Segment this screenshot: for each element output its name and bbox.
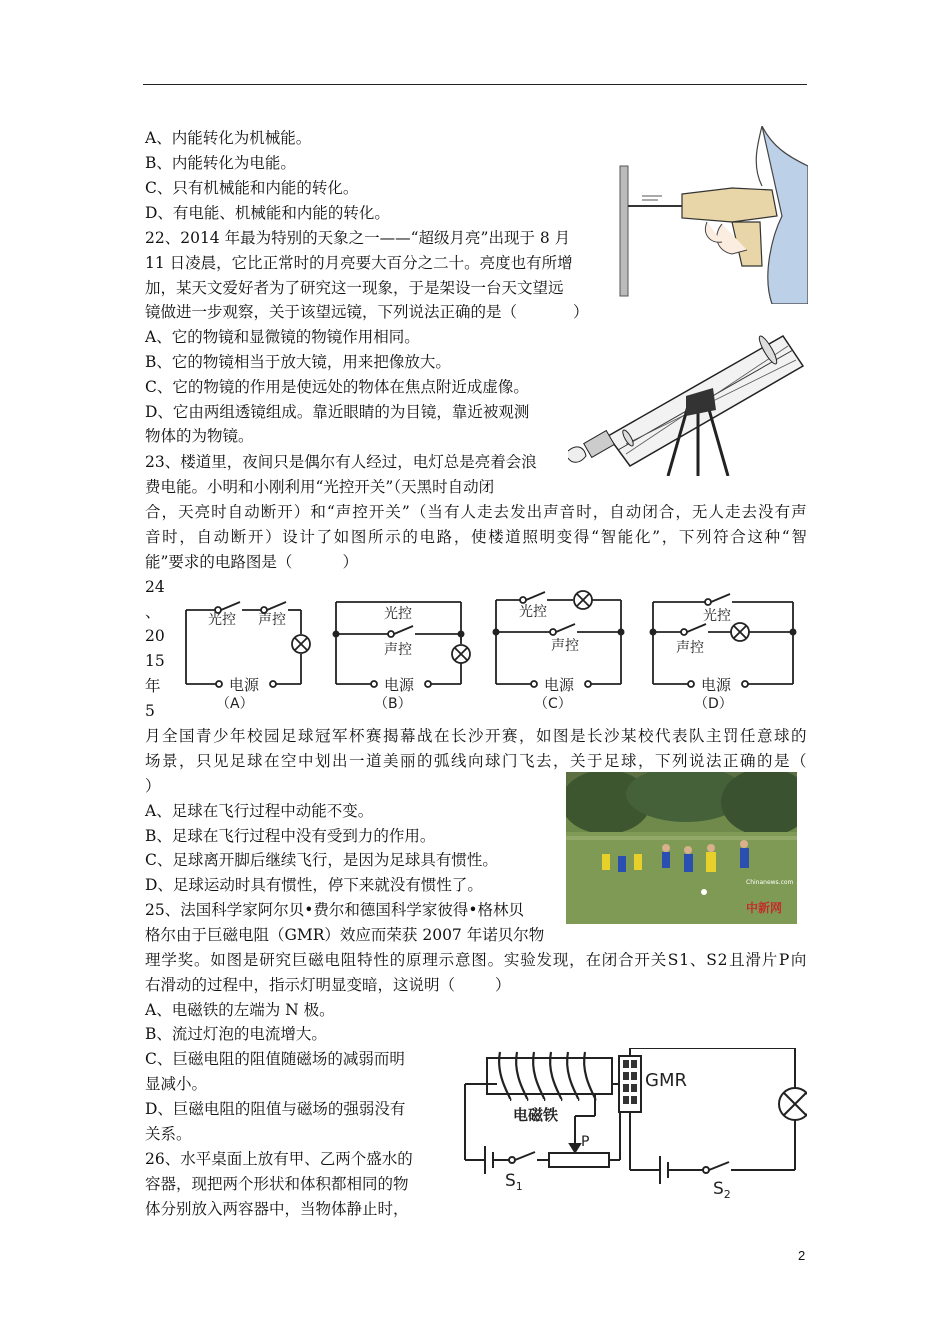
q24-line-3: ） [145,777,161,795]
q25-answer-paren-close: ） [495,976,511,994]
q24-vertical-2: 、 [145,603,161,621]
circuit-a [186,602,310,687]
header-rule [143,84,807,85]
s1-label [505,1171,523,1193]
q24-line-1: 月 全 国 青 少 年 校 园 足 球 冠 军 杯 赛 揭 幕 战 在 长 沙 开 赛 ， 如 图 是 长 沙 某 校 代 表 队 主 罚 任 意 球 的 [145,727,807,745]
q23-line-5-text: 能”要求的电路图是（ [145,553,293,571]
q25-option-d-1: D、巨磁电阻的阻值与磁场的强弱没有 [145,1100,406,1118]
c-sound-label: 声控 [551,638,579,654]
q24-option-a: A、足球在飞行过程中动能不变。 [145,802,374,820]
c-light-label: 光控 [519,604,547,620]
q23-answer-paren-close: ） [342,553,358,571]
q25-line-3: 理 学 奖 。 如 图 是 研 究 巨 磁 电 阻 特 性 的 原 理 示 意 图 。 实 验 发 现 ， 在 闭 合 开 关 S 1 、 S 2 且 滑 片 P 向 [145,951,807,969]
q23-line-3: 合 ， 天 亮 时 自 动 断 开 ） 和 “ 声 控 开 关 ” （ 当 有 人 走 去 发 出 声 音 时 ， 自 动 闭 合 ， 无 人 走 去 没 有 声 [145,503,807,521]
q25-option-b: B、流过灯泡的电流增大。 [145,1025,327,1043]
q22-answer-paren-close: ） [573,303,589,321]
s1-letter: S [505,1171,516,1191]
q22-line-4-text: 镜做进一步观察，关于该望远镜，下列说法正确的是（ [145,303,518,321]
q21-option-b: B、内能转化为电能。 [145,154,296,172]
q21-option-a: A、内能转化为机械能。 [145,129,312,147]
q22-line-1: 22、2014 年最为特别的天象之一——“超级月亮”出现于 8 月 [145,229,571,247]
d-source-label: 电源 [701,676,732,694]
q25-line-1: 25、法国科学家阿尔贝•费尔和德国科学家彼得•格林贝 [145,901,525,919]
photo-site: Chinanews.com [746,879,794,886]
q24-option-d: D、足球运动时具有惯性，停下来就没有惯性了。 [145,876,483,894]
q24-vertical-5: 年 [145,677,161,695]
q21-option-d: D、有电能、机械能和内能的转化。 [145,204,390,222]
a-light-label: 光控 [208,612,236,628]
d-option-label: （D） [694,696,733,712]
s2-subscript: 2 [723,1188,731,1198]
d-light-label: 光控 [703,608,731,624]
s2-letter: S [713,1179,724,1198]
b-sound-label: 声控 [384,642,412,658]
b-light-label: 光控 [384,606,412,622]
q24-option-c: C、足球离开脚后继续飞行，是因为足球具有惯性。 [145,851,498,869]
q26-line-1: 26、水平桌面上放有甲、乙两个盛水的 [145,1150,413,1168]
q22-option-b: B、它的物镜相当于放大镜，用来把像放大。 [145,353,451,371]
circuit-options-figure [176,590,806,712]
q24-vertical-6: 5 [145,702,155,720]
q22-option-a: A、它的物镜和显微镜的物镜作用相同。 [145,328,420,346]
q23-line-2: 费电能。小明和小刚利用“光控开关”（天黑时自动闭 [145,478,495,496]
page-number: 2 [798,1248,806,1263]
q22-option-d-1: D、它由两组透镜组成。靠近眼睛的为目镜，靠近被观测 [145,403,530,421]
electric-drill-figure [612,126,808,304]
football-photo [566,772,797,924]
q25-option-c-2: 显减小。 [145,1075,208,1093]
photo-watermark: 中新网 [746,901,783,915]
q23-line-5 [145,552,358,572]
b-source-label: 电源 [384,676,415,694]
q23-line-4: 音 时 ， 自 动 断 开 ） 设 计 了 如 图 所 示 的 电 路 ， 使 楼 道 照 明 变 得 “ 智 能 化 ” ， 下 列 符 合 这 种 “ 智 [145,528,807,546]
q25-option-d-2: 关系。 [145,1125,192,1143]
q24-vertical-1: 24 [145,578,165,596]
q24-line-2: 场 景 ， 只 见 足 球 在 空 中 划 出 一 道 美 丽 的 弧 线 向 球 门 飞 去 ， 关 于 足 球 ， 下 列 说 法 正 确 的 是 （ [145,752,807,770]
a-source-label: 电源 [229,676,260,694]
s2-label [713,1179,731,1198]
q24-vertical-3: 20 [145,627,165,645]
q24-vertical-4: 15 [145,652,165,670]
telescope-figure [568,326,808,476]
s1-subscript: 1 [515,1180,523,1193]
q22-option-d-2: 物体的为物镜。 [145,427,254,445]
q25-option-c-1: C、巨磁电阻的阻值随磁场的减弱而明 [145,1050,405,1068]
q22-line-4 [145,302,589,322]
d-sound-label: 声控 [676,640,704,656]
q26-line-2: 容器，现把两个形状和体积都相同的物 [145,1175,409,1193]
a-sound-label: 声控 [258,612,286,628]
q21-option-c: C、只有机械能和内能的转化。 [145,179,359,197]
gmr-label: GMR [645,1070,687,1091]
q22-line-2: 11 日凌晨，它比正常时的月亮要大百分之二十。亮度也有所增 [145,254,573,272]
q25-line-4-text: 右滑动的过程中，指示灯明显变暗，这说明（ [145,976,456,994]
electromagnet-label: 电磁铁 [513,1106,559,1124]
q26-line-3: 体分别放入两容器中，当物体静止时， [145,1200,409,1218]
q22-option-c: C、它的物镜的作用是使远处的物体在焦点附近成虚像。 [145,378,529,396]
q25-option-a: A、电磁铁的左端为 N 极。 [145,1001,335,1019]
gmr-circuit-figure [455,1048,807,1198]
slider-p-label: P [581,1134,590,1150]
c-option-label: （C） [534,696,572,712]
c-source-label: 电源 [544,676,575,694]
q23-line-1: 23、楼道里，夜间只是偶尔有人经过，电灯总是亮着会浪 [145,453,537,471]
q25-line-4 [145,975,511,995]
b-option-label: （B） [374,696,412,712]
q25-line-2: 格尔由于巨磁电阻（GMR）效应而荣获 2007 年诺贝尔物 [145,926,545,944]
a-option-label: （A） [216,696,254,712]
q22-line-3: 加，某天文爱好者为了研究这一现象，于是架设一台天文望远 [145,279,564,297]
q24-option-b: B、足球在飞行过程中没有受到力的作用。 [145,827,436,845]
